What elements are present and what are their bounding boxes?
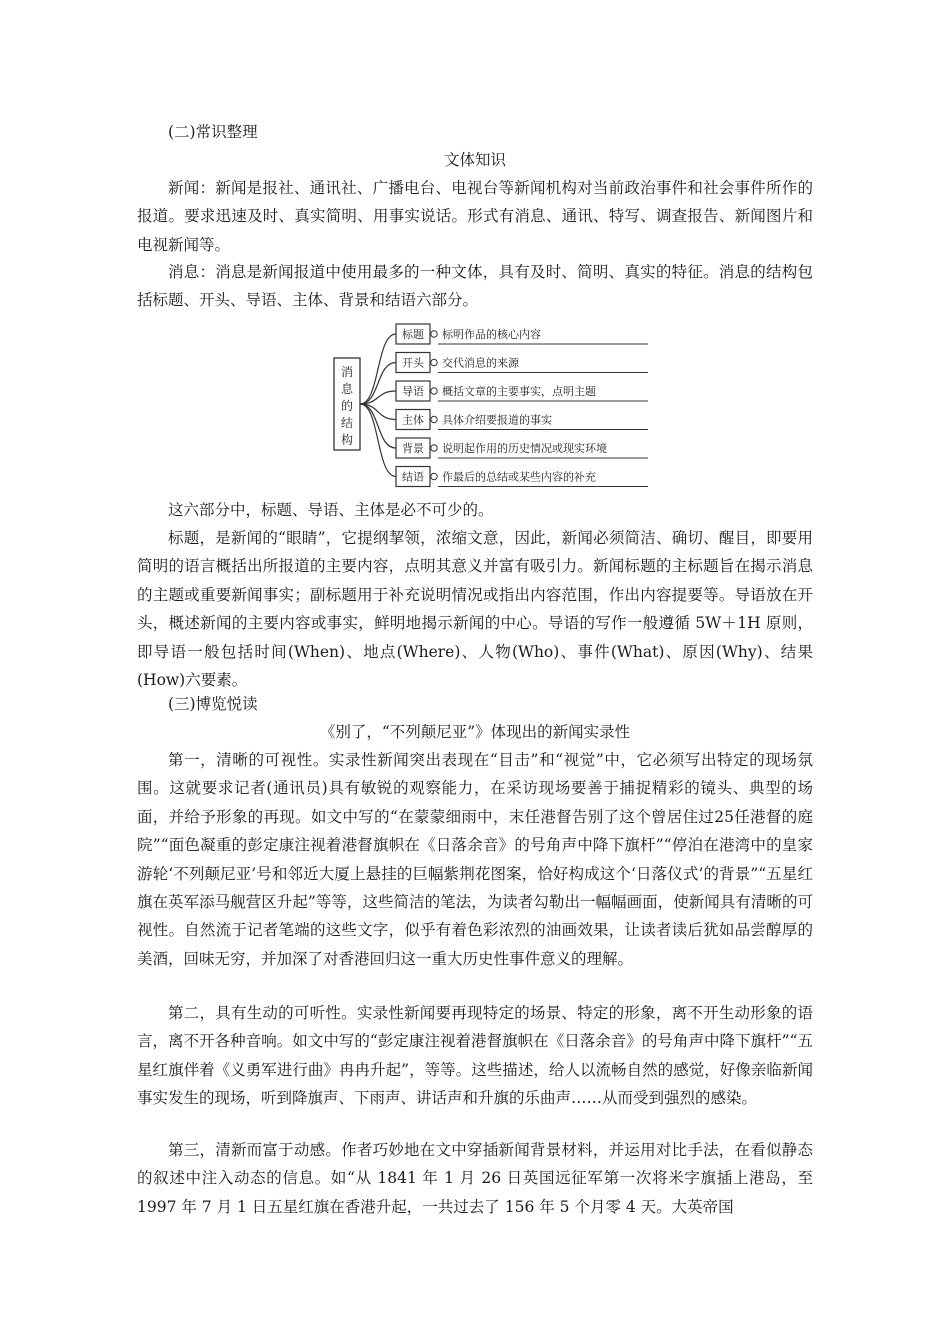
branch-connector bbox=[360, 404, 396, 477]
section2-title: 文体知识 bbox=[443, 151, 506, 169]
branch-label: 标题 bbox=[402, 328, 424, 341]
paragraph-six-parts: 这六部分中，标题、导语、主体是必不可少的。 bbox=[168, 501, 494, 519]
branch-description: 标明作品的核心内容 bbox=[442, 328, 541, 341]
branch-description: 概括文章的主要事实，点明主题 bbox=[442, 385, 596, 398]
branch-description: 交代消息的来源 bbox=[442, 356, 519, 370]
branch-label: 主体 bbox=[402, 413, 424, 427]
branch-label: 结语 bbox=[402, 470, 424, 484]
branch-node-circle bbox=[431, 388, 437, 394]
branch-node-circle bbox=[431, 445, 437, 451]
branch-description: 说明起作用的历史情况或现实环境 bbox=[442, 442, 607, 455]
paragraph-third: 第三，清新而富于动感。作者巧妙地在文中穿插新闻背景材料，并运用对比手法，在看似静态的叙述中注入动态的信息。如“从 1841 年 1 月 26 日英国远征军第一次将米字旗插上港岛，至 1997 年 7 月 1 日五星红旗在香港升起，一共过去了 156 年 5 个月零 4 天。大英帝国 bbox=[137, 1141, 813, 1216]
stem-char: 构 bbox=[340, 433, 354, 447]
message-structure-diagram bbox=[332, 320, 650, 490]
branch-node-circle bbox=[431, 416, 437, 422]
section3-title: 《别了，“不列颠尼亚”》体现出的新闻实录性 bbox=[319, 723, 631, 741]
branch-label: 导语 bbox=[402, 385, 424, 398]
paragraph-second: 第二，具有生动的可听性。实录性新闻要再现特定的场景、特定的形象，离不开生动形象的语言，离不开各种音响。如文中写的“彭定康注视着港督旗帜在《日落余音》的号角声中降下旗杆”“五星红旗伴着《义勇军进行曲》冉冉升起”，等等。这些描述，给人以流畅自然的感觉，好像亲临新闻事实发生的现场，听到降旗声、下雨声、讲话声和升旗的乐曲声……从而受到强烈的感染。 bbox=[137, 1004, 813, 1108]
structure-diagram-svg bbox=[332, 320, 650, 490]
branch-node-circle bbox=[431, 359, 437, 365]
stem-char: 消 bbox=[340, 365, 354, 379]
branch-node-circle bbox=[431, 473, 437, 479]
branch-label: 背景 bbox=[402, 442, 424, 455]
stem-char: 的 bbox=[340, 399, 354, 413]
paragraph-news: 新闻：新闻是报社、通讯社、广播电台、电视台等新闻机构对当前政治事件和社会事件所作的报道。要求迅速及时、真实简明、用事实说话。形式有消息、通讯、特写、调查报告、新闻图片和电视新闻等。 bbox=[137, 179, 813, 254]
branch-description: 具体介绍要报道的事实 bbox=[442, 413, 552, 427]
branch-connector bbox=[360, 334, 396, 404]
paragraph-first: 第一，清晰的可视性。实录性新闻突出表现在“目击”和“视觉”中，它必须写出特定的现场氛围。这就要求记者(通讯员)具有敏锐的观察能力，在采访现场要善于捕捉精彩的镜头、典型的场面，并给予形象的再现。如文中写的“在蒙蒙细雨中，末任港督告别了这个曾居住过25任港督的庭院”“面色凝重的彭定康注视着港督旗帜在《日落余音》的号角声中降下旗杆”“停泊在港湾中的皇家游轮‘不列颠尼亚’号和邻近大厦上悬挂的巨幅紫荆花图案，恰好构成这个‘日落仪式’的背景”“五星红旗在英军添马舰营区升起”等等，这些简洁的笔法，为读者勾勒出一幅幅画面，使新闻具有清晰的可视性。自然流于记者笔端的这些文字，似乎有着色彩浓烈的油画效果，让读者读后犹如品尝醇厚的美酒，回味无穷，并加深了对香港回归这一重大历史性事件意义的理解。 bbox=[137, 751, 813, 968]
stem-char: 息 bbox=[340, 382, 354, 396]
paragraph-title-explain: 标题，是新闻的“眼睛”，它提纲挈领，浓缩文意，因此，新闻必须简洁、确切、醒目，即要用简明的语言概括出所报道的主要内容，点明其意义并富有吸引力。新闻标题的主标题旨在揭示消息的主题或重要新闻事实；副标题用于补充说明情况或指出内容范围，作出内容提要等。导语放在开头，概述新闻的主要内容或事实，鲜明地揭示新闻的中心。导语的写作一般遵循 5W＋1H 原则，即导语一般包括时间(When)、地点(Where)、人物(Who)、事件(What)、原因(Why)、结果(How)六要素。 bbox=[137, 529, 813, 690]
section2-heading: (二)常识整理 bbox=[168, 123, 258, 141]
branch-label: 开头 bbox=[402, 356, 424, 370]
branch-description: 作最后的总结或某些内容的补充 bbox=[442, 470, 596, 484]
branch-node-circle bbox=[431, 331, 437, 337]
paragraph-xiaoxi: 消息：消息是新闻报道中使用最多的一种文体，具有及时、简明、真实的特征。消息的结构包括标题、开头、导语、主体、背景和结语六部分。 bbox=[137, 263, 813, 310]
stem-char: 结 bbox=[340, 416, 354, 430]
section3-heading: (三)博览悦读 bbox=[168, 695, 258, 713]
